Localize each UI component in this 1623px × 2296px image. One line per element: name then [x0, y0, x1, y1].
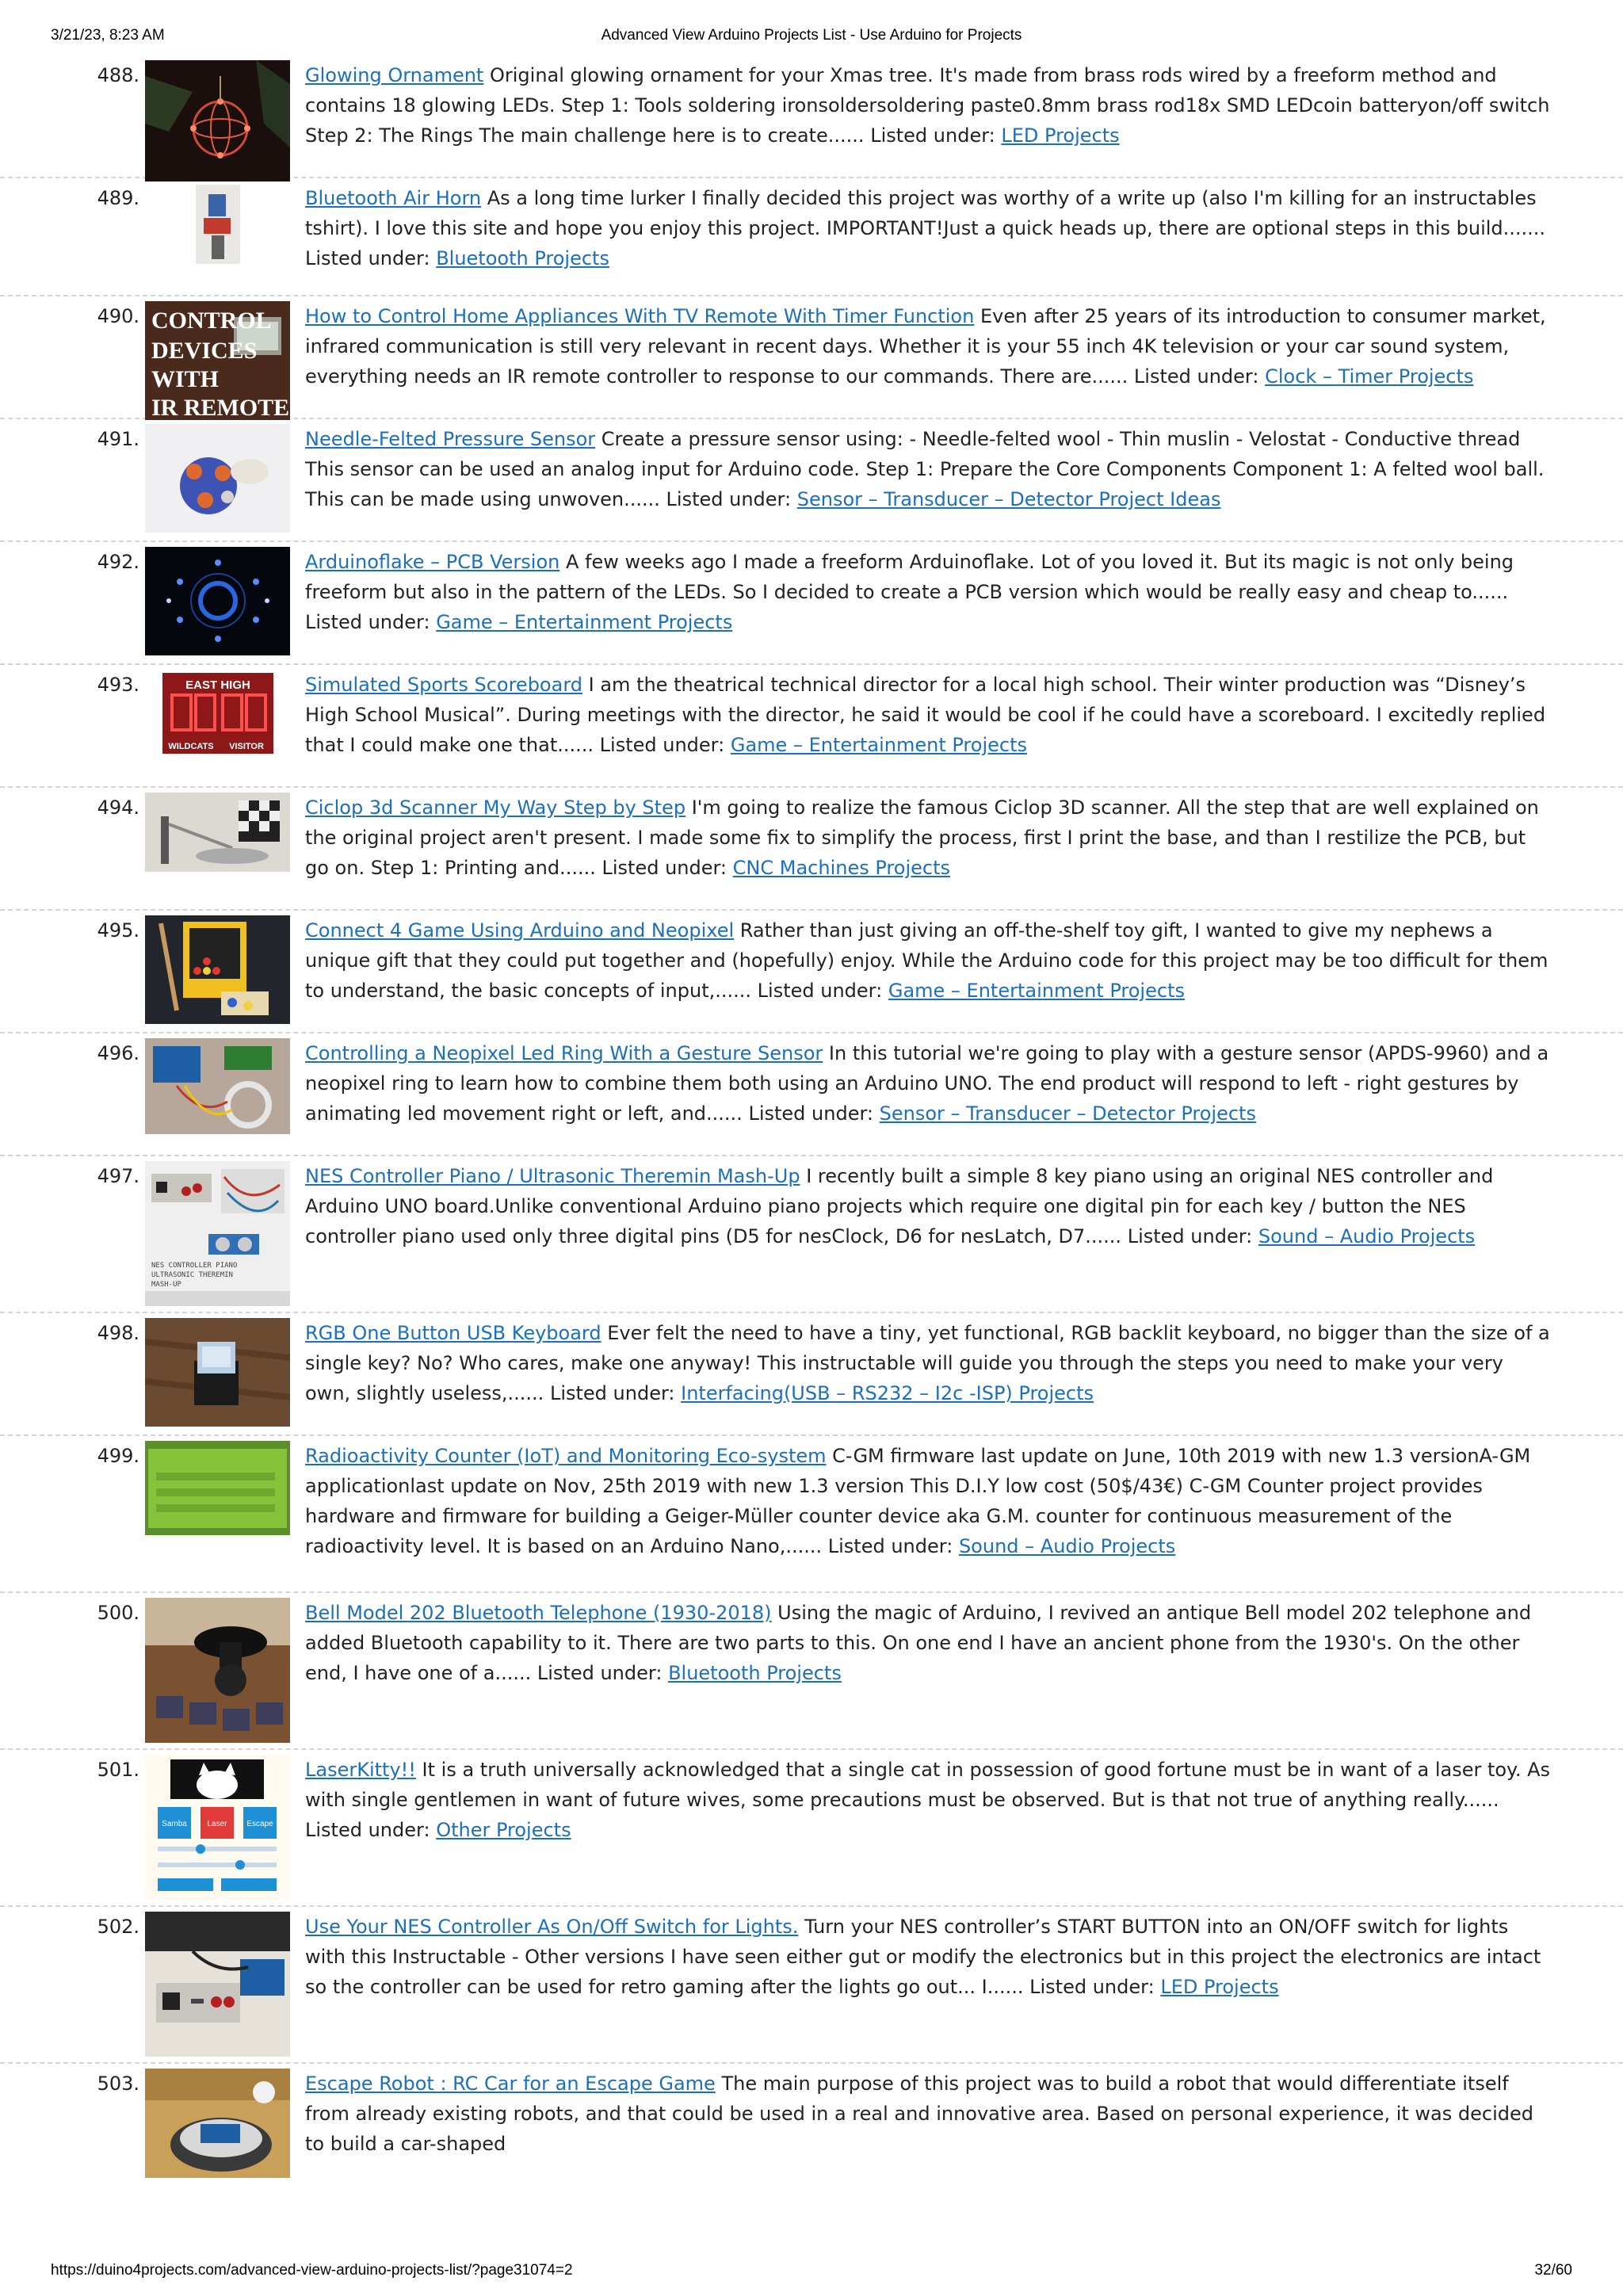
- item-content: [305, 547, 1551, 637]
- list-item: [0, 542, 1623, 665]
- listed-under-label: Listed under:: [305, 1819, 430, 1841]
- listed-under-label: Listed under:: [549, 1382, 675, 1404]
- escape-robot-thumbnail[interactable]: [145, 2069, 290, 2178]
- listed-under-label: Listed under:: [1127, 1225, 1253, 1247]
- nes-piano-thumbnail[interactable]: [145, 1161, 290, 1306]
- thumb-caption: WILDCATS: [168, 742, 214, 751]
- item-content: [305, 793, 1551, 883]
- page-number: 32/60: [1534, 2262, 1572, 2279]
- category-link[interactable]: LED Projects: [1001, 124, 1120, 147]
- listed-under-label: Listed under:: [666, 488, 792, 510]
- neopixel-gesture-thumbnail[interactable]: [145, 1038, 290, 1134]
- thumb-caption: IR REMOTE: [151, 395, 290, 420]
- project-description: A few weeks ago I made a freeform Arduinoflake. Lot of you loved it. But its magic is not only being freeform but also in the pattern of the LEDs. So I decided to create a PCB version which would be really easy and cheap to......: [305, 551, 1514, 603]
- project-title-link[interactable]: Bluetooth Air Horn: [305, 187, 482, 209]
- listed-under-label: Listed under:: [305, 611, 430, 633]
- listed-under-label: Listed under:: [1029, 1976, 1155, 1998]
- project-description: The main purpose of this project was to build a robot that would differentiate itself from already existing robots, and that could be used in a real and innovative area. Based on personal experience, it was decided to build a car-shaped: [305, 2073, 1533, 2155]
- project-title-link[interactable]: Glowing Ornament: [305, 64, 484, 86]
- laserkitty-thumbnail[interactable]: [145, 1755, 290, 1900]
- category-link[interactable]: Interfacing(USB – RS232 – I2c -ISP) Projects: [681, 1382, 1094, 1404]
- item-number: 500.: [97, 1602, 139, 1624]
- item-number: 503.: [97, 2073, 139, 2095]
- list-item: [0, 665, 1623, 788]
- project-description: Using the magic of Arduino, I revived an antique Bell model 202 telephone and added Bluetooth capability to it. There are two parts to this. On one end I have an ancient phone from the 1930's. On the other end, I have one of a......: [305, 1602, 1532, 1684]
- project-title-link[interactable]: Use Your NES Controller As On/Off Switch for Lights.: [305, 1916, 799, 1938]
- item-number: 494.: [97, 797, 139, 819]
- category-link[interactable]: CNC Machines Projects: [732, 857, 950, 879]
- project-title-link[interactable]: Connect 4 Game Using Arduino and Neopixel: [305, 919, 735, 942]
- list-item: [0, 1593, 1623, 1750]
- project-description: I am the theatrical technical director for a local high school. Their winter production was “Disney’s High School Musical”. During meetings with the director, he said it would be cool if he could have a scoreboard. I excitedly replied that I could make one that......: [305, 674, 1546, 756]
- felted-sensor-thumbnail[interactable]: [145, 424, 290, 533]
- category-link[interactable]: LED Projects: [1160, 1976, 1279, 1998]
- item-content: [305, 60, 1551, 151]
- list-item: [0, 1156, 1623, 1313]
- list-item: [0, 1907, 1623, 2064]
- item-number: 496.: [97, 1042, 139, 1064]
- category-link[interactable]: Bluetooth Projects: [668, 1662, 842, 1684]
- print-header: [51, 27, 1572, 51]
- project-description: I'm going to realize the famous Ciclop 3D scanner. All the step that are well explained on the original project aren't present. I made some fix to simplify the process, first I print the base, and than I restilize the PCB, but go on. Step 1: Printing and......: [305, 797, 1539, 879]
- project-list: [0, 55, 1623, 2183]
- listed-under-label: Listed under:: [827, 1535, 953, 1557]
- item-content: [305, 915, 1551, 1006]
- project-description: In this tutorial we're going to play with a gesture sensor (APDS-9960) and a neopixel ring to learn how to combine them both using an Arduino UNO. The end product will respond to left - right gestures by animating led movement right or left, and......: [305, 1042, 1549, 1125]
- item-number: 497.: [97, 1165, 139, 1187]
- project-description: Ever felt the need to have a tiny, yet functional, RGB backlit keyboard, no bigger than the size of a single key? No? Who cares, make one anyway! This instructable will guide you through the steps you need to make your very own, slightly useless,......: [305, 1322, 1550, 1404]
- page-url: https://duino4projects.com/advanced-view-arduino-projects-list/?page31074=2: [51, 2262, 573, 2279]
- project-description: Even after 25 years of its introduction to consumer market, infrared communication is still very relevant in recent days. Whether it is your 55 inch 4K television or your car sound system, everything needs an IR remote controller to response to our commands. There are......: [305, 305, 1546, 388]
- ir-remote-thumbnail[interactable]: [145, 301, 290, 420]
- thumb-caption: DEVICES: [151, 338, 258, 364]
- print-footer: [51, 2262, 1572, 2286]
- category-link[interactable]: Clock – Timer Projects: [1265, 365, 1474, 388]
- item-content: [305, 1912, 1551, 2002]
- project-title-link[interactable]: Simulated Sports Scoreboard: [305, 674, 582, 696]
- project-title-link[interactable]: Controlling a Neopixel Led Ring With a Gesture Sensor: [305, 1042, 823, 1064]
- listed-under-label: Listed under:: [601, 857, 727, 879]
- item-content: [305, 424, 1551, 514]
- item-number: 492.: [97, 551, 139, 573]
- thumb-caption: EAST HIGH: [185, 678, 250, 692]
- item-number: 488.: [97, 64, 139, 86]
- radioactivity-counter-thumbnail[interactable]: [145, 1441, 290, 1535]
- list-item: [0, 1750, 1623, 1907]
- project-title-link[interactable]: Needle-Felted Pressure Sensor: [305, 428, 596, 450]
- thumb-caption: Samba: [162, 1820, 187, 1828]
- arduinoflake-thumbnail[interactable]: [145, 547, 290, 655]
- thumb-caption: NES CONTROLLER PIANO: [151, 1262, 238, 1270]
- item-content: [305, 301, 1551, 392]
- item-content: [305, 670, 1551, 760]
- project-title-link[interactable]: NES Controller Piano / Ultrasonic Theremin Mash-Up: [305, 1165, 800, 1187]
- listed-under-label: Listed under:: [599, 734, 725, 756]
- rgb-keyboard-thumbnail[interactable]: [145, 1318, 290, 1427]
- listed-under-label: Listed under:: [537, 1662, 663, 1684]
- listed-under-label: Listed under:: [305, 247, 430, 269]
- category-link[interactable]: Sound – Audio Projects: [1258, 1225, 1476, 1247]
- project-title-link[interactable]: Bell Model 202 Bluetooth Telephone (1930-2018): [305, 1602, 772, 1624]
- project-title-link[interactable]: LaserKitty!!: [305, 1759, 416, 1781]
- print-date: 3/21/23, 8:23 AM: [51, 27, 165, 44]
- item-content: [305, 1598, 1551, 1688]
- category-link[interactable]: Game – Entertainment Projects: [730, 734, 1027, 756]
- project-title-link[interactable]: Arduinoflake – PCB Version: [305, 551, 560, 573]
- project-title-link[interactable]: How to Control Home Appliances With TV Remote With Timer Function: [305, 305, 975, 327]
- thumb-caption: MASH-UP: [151, 1281, 181, 1289]
- glowing-ornament-thumbnail[interactable]: [145, 60, 290, 181]
- item-content: [305, 1161, 1551, 1251]
- list-item: [0, 55, 1623, 178]
- category-link[interactable]: Game – Entertainment Projects: [436, 611, 733, 633]
- nes-switch-thumbnail[interactable]: [145, 1912, 290, 2057]
- project-title-link[interactable]: Ciclop 3d Scanner My Way Step by Step: [305, 797, 686, 819]
- list-item: [0, 419, 1623, 542]
- list-item: [0, 178, 1623, 296]
- project-description: As a long time lurker I finally decided this project was worthy of a write up (also I'm killing for an instructables tshirt). I love this site and hope you enjoy this project. IMPORTANT!Just a quick heads up, there are optional steps in this build.......: [305, 187, 1546, 239]
- category-link[interactable]: Sensor – Transducer – Detector Project Ideas: [796, 488, 1221, 510]
- project-description: Rather than just giving an off-the-shelf toy gift, I wanted to give my nephews a unique gift that they could put together and (hopefully) enjoy. While the Arduino code for this project may be too difficult for them to understand, the basic concepts of input,......: [305, 919, 1549, 1002]
- item-content: [305, 2069, 1551, 2159]
- connect-4-thumbnail[interactable]: [145, 915, 290, 1024]
- list-item: [0, 296, 1623, 419]
- category-link[interactable]: Other Projects: [436, 1819, 571, 1841]
- category-link[interactable]: Bluetooth Projects: [436, 247, 609, 269]
- project-title-link[interactable]: RGB One Button USB Keyboard: [305, 1322, 601, 1344]
- project-description: Turn your NES controller’s START BUTTON into an ON/OFF switch for lights with this Instructable - Other versions I have seen either gut or modify the electronics but in this project the electronics are intact so the controller can be used for retro gaming after the lights go out... I......: [305, 1916, 1541, 1998]
- project-description: Create a pressure sensor using: - Needle-felted wool - Thin muslin - Velostat - Conductive thread This sensor can be used an analog input for Arduino code. Step 1: Prepare the Core Components Component 1: A felted wool ball. This can be made using unwoven......: [305, 428, 1545, 510]
- list-item: [0, 911, 1623, 1033]
- list-item: [0, 2064, 1623, 2183]
- document-title: Advanced View Arduino Projects List - Use Arduino for Projects: [601, 27, 1022, 44]
- list-item: [0, 1436, 1623, 1593]
- ciclop-scanner-thumbnail[interactable]: [145, 793, 290, 872]
- list-item: [0, 1033, 1623, 1156]
- project-description: C-GM firmware last update on June, 10th 2019 with new 1.3 versionA-GM applicationlast update on Nov, 25th 2019 with new 1.3 version This D.I.Y low cost (50$/43€) C-GM Counter project provides hardware and firmware for building a Geiger-Müller counter device aka G.M. counter for continuous measurement of the radioactivity level. It is based on an Arduino Nano,......: [305, 1445, 1531, 1557]
- thumb-caption: ULTRASONIC THEREMIN: [151, 1271, 233, 1279]
- listed-under-label: Listed under:: [1133, 365, 1259, 388]
- listed-under-label: Listed under:: [757, 980, 883, 1002]
- item-number: 502.: [97, 1916, 139, 1938]
- thumb-caption: Escape: [246, 1820, 273, 1828]
- item-content: [305, 1318, 1551, 1408]
- item-number: 490.: [97, 305, 139, 327]
- thumb-caption: Laser: [207, 1820, 227, 1828]
- item-number: 489.: [97, 187, 139, 209]
- category-link[interactable]: Sound – Audio Projects: [958, 1535, 1176, 1557]
- item-number: 499.: [97, 1445, 139, 1467]
- item-number: 501.: [97, 1759, 139, 1781]
- item-content: [305, 1441, 1551, 1561]
- thumb-caption: CONTROL: [151, 308, 272, 334]
- project-description: Original glowing ornament for your Xmas tree. It's made from brass rods wired by a freeform method and contains 18 glowing LEDs. Step 1: Tools soldering ironsoldersoldering paste0.8mm brass rod18x SMD LEDcoin batteryon/off switch Step 2: The Rings The main challenge here is to create......: [305, 64, 1550, 147]
- item-content: [305, 183, 1551, 273]
- project-title-link[interactable]: Escape Robot : RC Car for an Escape Game: [305, 2073, 716, 2095]
- item-number: 491.: [97, 428, 139, 450]
- project-description: It is a truth universally acknowledged that a single cat in possession of good fortune must be in want of a laser toy. As with single gentlemen in want of future wives, some precautions must be observed. But is that not true of anything really......: [305, 1759, 1551, 1811]
- project-title-link[interactable]: Radioactivity Counter (IoT) and Monitoring Eco-system: [305, 1445, 827, 1467]
- list-item: [0, 1313, 1623, 1436]
- listed-under-label: Listed under:: [870, 124, 995, 147]
- project-description: I recently built a simple 8 key piano using an original NES controller and Arduino UNO board.Unlike conventional Arduino piano projects which require one digital pin for each key / button the NES controller piano used only three digital pins (D5 for nesClock, D6 for nesLatch, D7......: [305, 1165, 1494, 1247]
- scoreboard-thumbnail[interactable]: [145, 670, 290, 757]
- category-link[interactable]: Game – Entertainment Projects: [888, 980, 1185, 1002]
- bluetooth-air-horn-thumbnail[interactable]: [145, 183, 290, 266]
- thumb-caption: VISITOR: [229, 742, 264, 751]
- bell-telephone-thumbnail[interactable]: [145, 1598, 290, 1743]
- item-number: 498.: [97, 1322, 139, 1344]
- thumb-caption: WITH: [151, 366, 220, 392]
- item-number: 493.: [97, 674, 139, 696]
- item-content: [305, 1038, 1551, 1129]
- category-link[interactable]: Sensor – Transducer – Detector Projects: [879, 1102, 1256, 1125]
- item-content: [305, 1755, 1551, 1845]
- listed-under-label: Listed under:: [748, 1102, 873, 1125]
- list-item: [0, 788, 1623, 911]
- item-number: 495.: [97, 919, 139, 942]
